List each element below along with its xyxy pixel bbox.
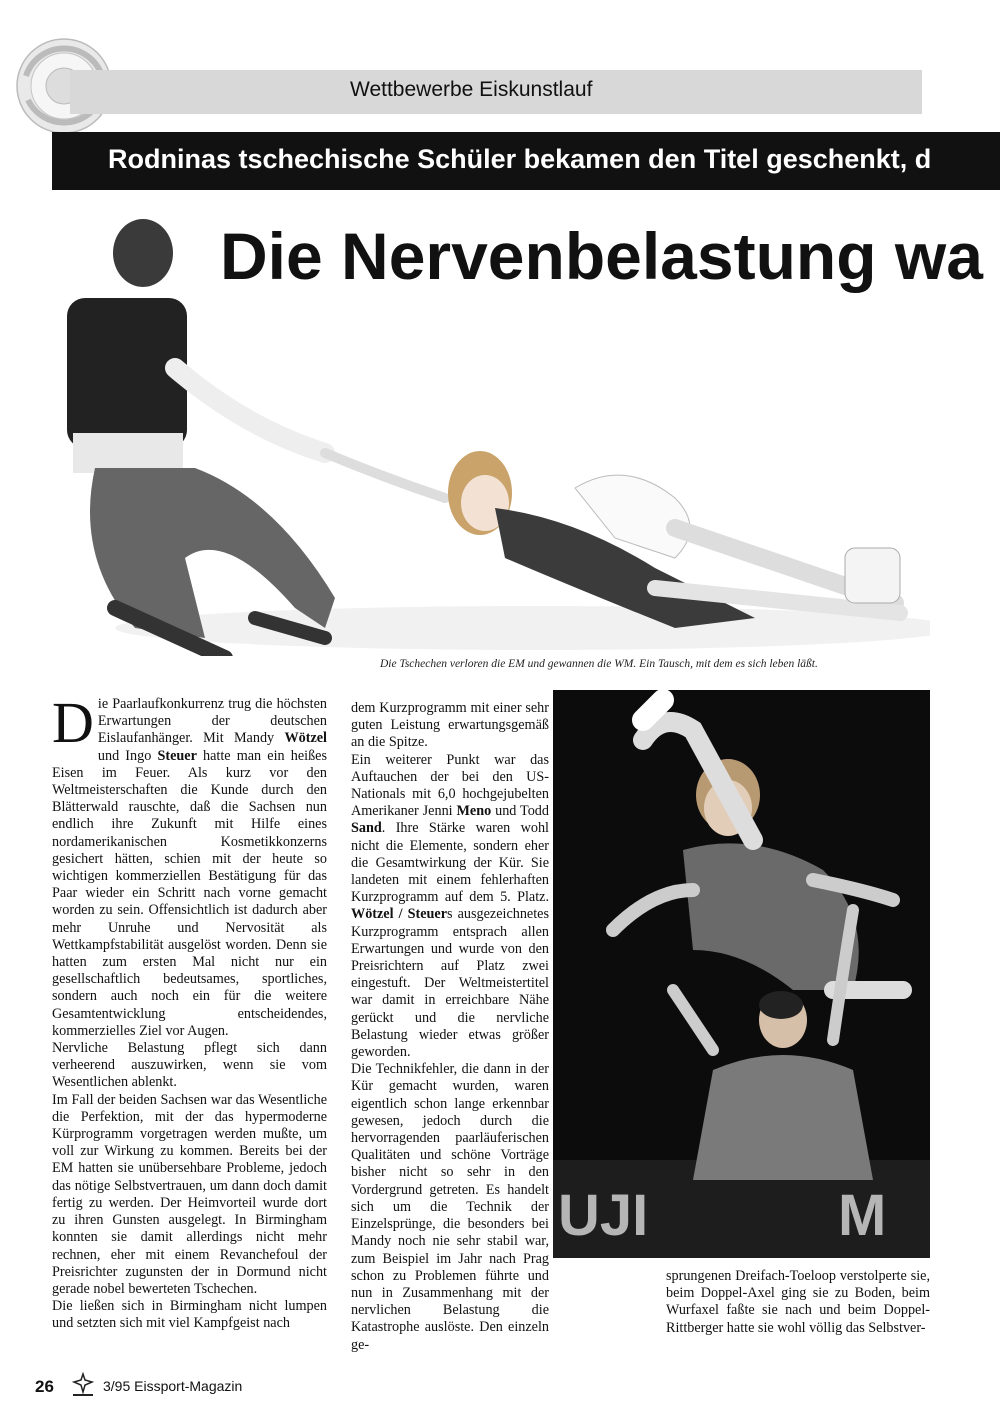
article-text: hatte man ein heißes Eisen im Feuer. Als kurz vor den Weltmeisterschaften die Kunde durch den Blätterwald rauschte, daß die Sachsen nun endlich ihre Zukunft mit Hilfe eines nordamerikanischen Kosmetikkonzerns gesichert hätten, schien mit der heute so wichtigen kommerziellen Bestätigung für das Paar wieder ein Schritt nach vorne gemacht worden zu sein. Offensichtlich ist dadurch aber mehr Unruhe und Nervosität als Wettkampfstabilität ausgelöst worden. Denn sie hatten zum ersten Mal nicht nur ein gesellschaftlich bedeutsames, sportliches, sondern auch noch ein für die weitere Gesamtentwicklung entscheidendes, kommerzielles Ziel vor Augen. xyxy=(52,747,328,1039)
article-paragraph: Im Fall der beiden Sachsen war das Wesentliche die Perfektion, mit der das hypermoderne Kürprogramm vorgetragen werden mußte, um voll zur Wirkung zu kommen. Bereits bei der EM hatten sie unübersehbare Probleme, jedoch das nötige Selbstvertrauen, um dann doch damit fertig zu werden. Der Heimvorteil wurde dort zu ihren Gunsten ausgelegt. In Birmingham konnten sie damit allerdings nicht mehr rechnen, eher mit einem Revanchefoul der Preisrichter zugunsten der in Dormund nicht gerade nobel bewerteten Tschechen. xyxy=(52,1091,327,1297)
name-sand: Sand xyxy=(351,820,382,837)
drop-cap: D xyxy=(52,690,94,755)
article-text: ie Paarlaufkonkurrenz trug die höchsten Erwartungen der deutschen Eislaufanhänger. Mit Mandy xyxy=(97,696,327,747)
name-woetzel-steuer: Wötzel / Steuer xyxy=(351,906,448,923)
article-text: Ein weiterer Punkt war das Auftauchen der bei den US-Nationals mit 6,0 hochgejubelten Amerikaner Jenni xyxy=(351,751,549,820)
article-text: s ausgezeichnetes Kurzprogramm entsprach allen Erwartungen und wurde von den Preisrichtern auf Platz zwei eingestuft. Der Weltmeistertitel war damit in erreichbare Nähe gerückt und die nervliche Belastung wieder etwas größer geworden. xyxy=(351,906,549,1061)
article-paragraph xyxy=(52,690,328,1040)
subline-text: Rodninas tschechische Schüler bekamen den Titel geschenkt, d xyxy=(108,144,932,174)
article-paragraph: sprungenen Dreifach-Toeloop verstolperte sie, beim Doppel-Axel ging sie zu Boden, beim Wurfaxel faßte sie nach und beim Doppel-Rittberger hatte sie wohl völlig das Selbstver- xyxy=(666,1268,930,1336)
section-title: Wettbewerbe Eiskunstlauf xyxy=(350,78,593,101)
article-paragraph: Nervliche Belastung pflegt sich dann verheerend auszuwirken, wenn sie vom Wesentlichen ablenkt. xyxy=(52,1040,327,1091)
article-paragraph: Die Technikfehler, die dann in der Kür gemacht wurden, waren eigentlich schon lange erkennbar gewesen, jedoch durch die hervorragenden paarläuferischen Qualitäten und schöne Vorträge bisher nicht so sehr in den Vordergrund getreten. Es handelt sich um die Technik der Einzelsprünge, die besonders bei Mandy noch nie sehr stabil war, zum Beispiel im Jahr nach Prag schon zu Problemen führte und nun in Zusammenhang mit der nervlichen Belastung die Katastrophe auslöste. Den einzeln ge- xyxy=(351,1061,549,1353)
article-column-2 xyxy=(351,700,549,1354)
article-paragraph: dem Kurzprogramm mit einer sehr guten Leistung erwartungsgemäß an die Spitze. xyxy=(351,700,549,751)
name-steuer: Steuer xyxy=(157,747,197,764)
svg-text:UJI: UJI xyxy=(558,1183,649,1248)
article-text: . Ihre Stärke waren wohl nicht die Elemente, sondern eher die Gesamtwirkung der Kür. Sie landeten mit einem fehlerhaften Kurzprogramm auf dem 5. Platz. xyxy=(351,820,549,906)
photo1-caption: Die Tschechen verloren die EM und gewannen die WM. Ein Tausch, mit dem es sich leben läßt. xyxy=(380,658,818,670)
magazine-issue: 3/95 Eissport-Magazin xyxy=(103,1378,243,1394)
name-woetzel: Wötzel xyxy=(284,730,327,747)
subline-bar xyxy=(52,132,1000,190)
article-paragraph: Die ließen sich in Birmingham nicht lumpen und setzten sich mit viel Kampfgeist nach xyxy=(52,1298,327,1332)
article-column-3 xyxy=(666,1268,930,1337)
svg-text:M: M xyxy=(838,1183,887,1248)
article-text: und Ingo xyxy=(97,747,158,764)
page-number: 26 xyxy=(35,1377,54,1396)
article-column-1 xyxy=(52,690,328,1333)
skater-silhouette-icon xyxy=(70,1372,96,1398)
article-paragraph xyxy=(351,752,549,1062)
name-meno: Meno xyxy=(456,803,492,820)
article-text: und Todd xyxy=(491,803,549,820)
headline: Die Nervenbelastung wa xyxy=(220,219,983,293)
pair-skaters-lift-photo xyxy=(553,690,930,1258)
